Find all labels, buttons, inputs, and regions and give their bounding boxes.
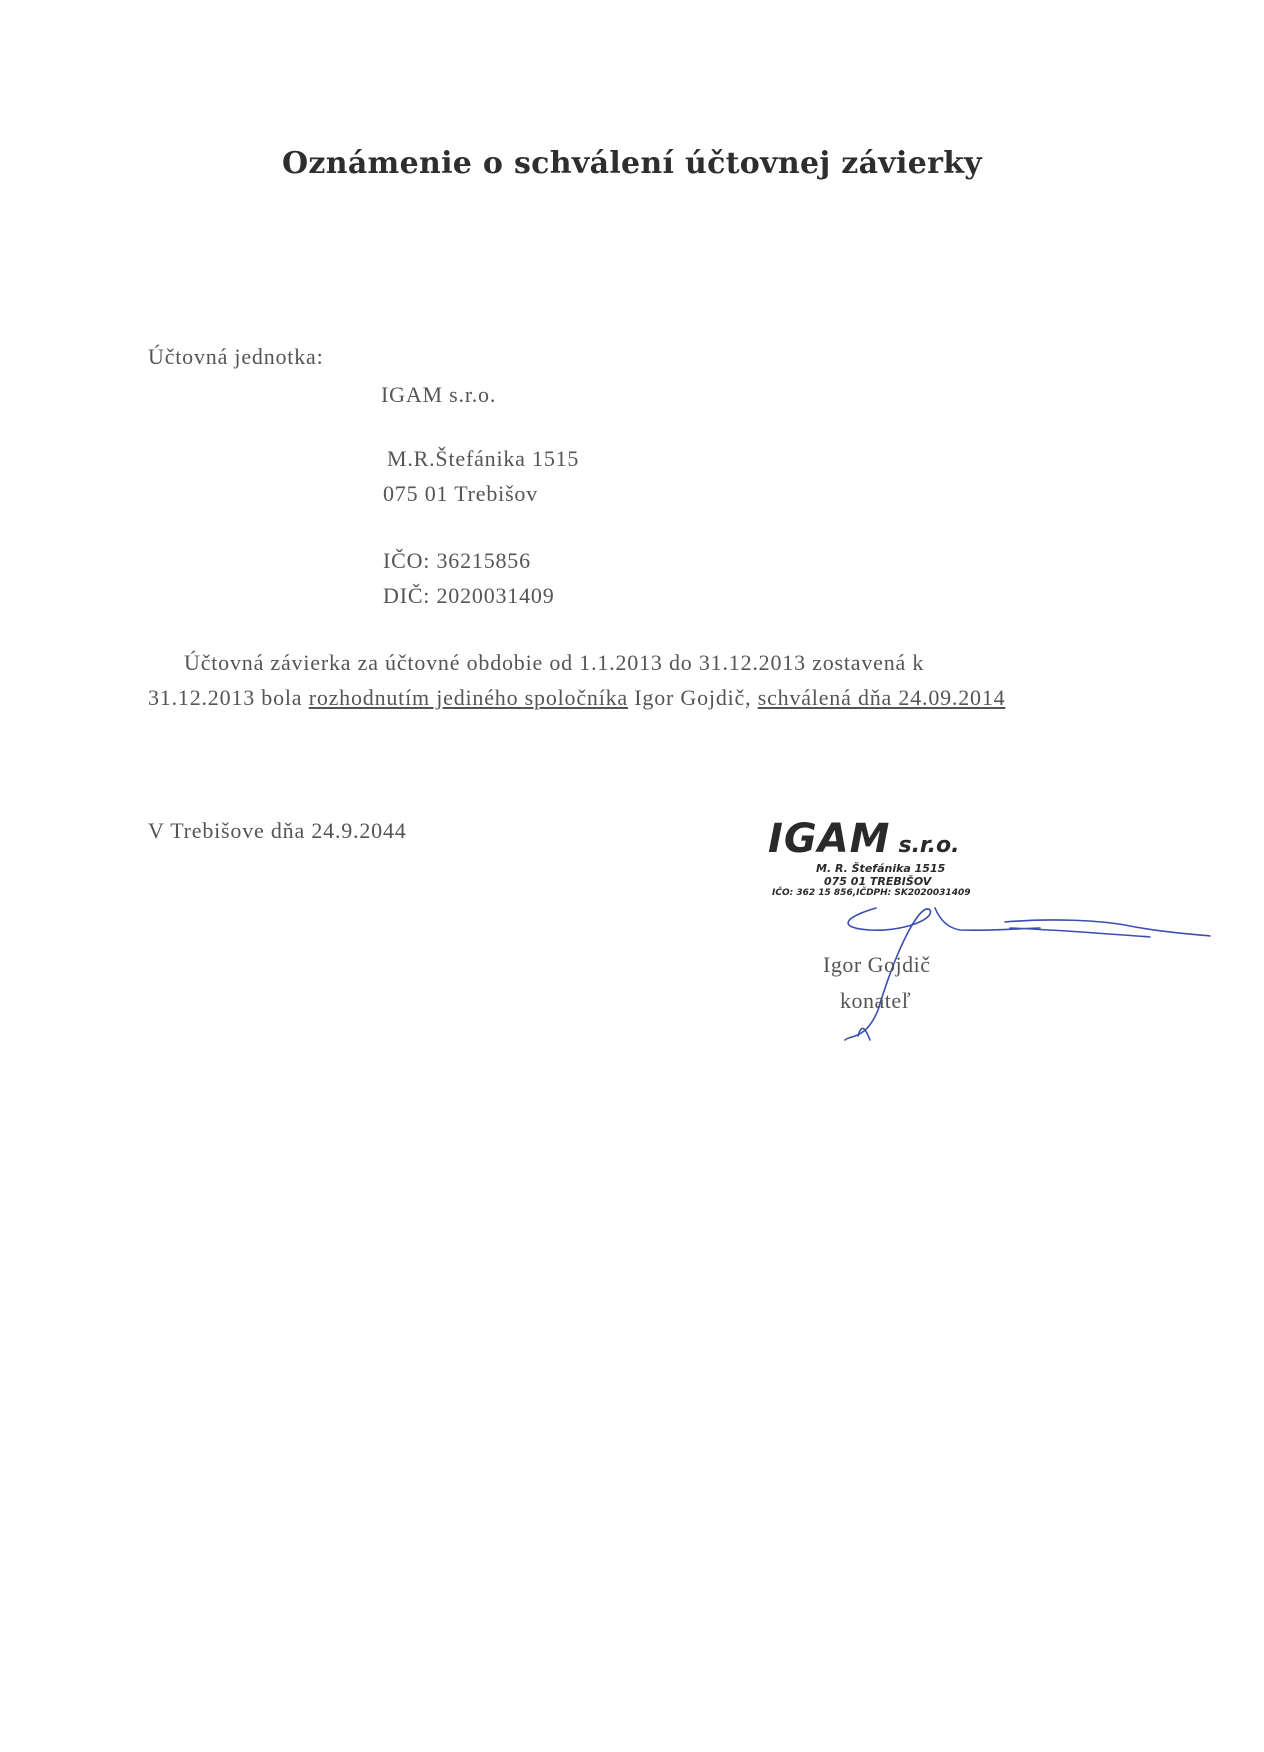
- signer-role: konateľ: [840, 988, 912, 1013]
- ico-number: IČO: 36215856: [383, 548, 531, 573]
- stamp-brand-suffix: s.r.o.: [898, 833, 960, 858]
- paragraph-text-1: Účtovná závierka za účtovné obdobie od 1.1.2013 do 31.12.2013 zostavená k 31.12.2013 bola: [148, 650, 925, 710]
- stamp-logo: [768, 816, 1028, 862]
- document-title: Oznámenie o schválení účtovnej závierky: [281, 146, 983, 181]
- address-city: 075 01 Trebišov: [383, 481, 539, 506]
- stamp-tax-ids: IČO: 362 15 856,IČDPH: SK2020031409: [772, 888, 971, 898]
- place-and-date: V Trebišove dňa 24.9.2044: [148, 818, 407, 843]
- signature-stroke-hook: [858, 1028, 870, 1040]
- dic-number: DIČ: 2020031409: [383, 583, 555, 608]
- signature-stroke-flourish-2: [1010, 928, 1150, 937]
- paragraph-text-2: Igor Gojdič,: [627, 685, 758, 710]
- company-stamp: [768, 816, 1028, 898]
- stamp-address-city: 075 01 TREBIŠOV: [824, 875, 932, 888]
- approval-paragraph: [148, 645, 1008, 715]
- stamp-brand-name: IGAM: [768, 816, 891, 862]
- signature-stroke-flourish-1: [1005, 920, 1210, 936]
- entity-label: Účtovná jednotka:: [148, 344, 324, 369]
- stamp-address-street: M. R. Štefánika 1515: [816, 862, 946, 875]
- signature-stroke-tail: [935, 908, 1040, 930]
- address-street: M.R.Štefánika 1515: [387, 446, 580, 471]
- paragraph-underlined-approval-date: schválená dňa 24.09.2014: [757, 685, 1006, 710]
- company-name: IGAM s.r.o.: [381, 382, 497, 407]
- paragraph-underlined-decision: rozhodnutím jediného spoločníka: [308, 685, 628, 710]
- signer-name: Igor Gojdič: [823, 952, 931, 977]
